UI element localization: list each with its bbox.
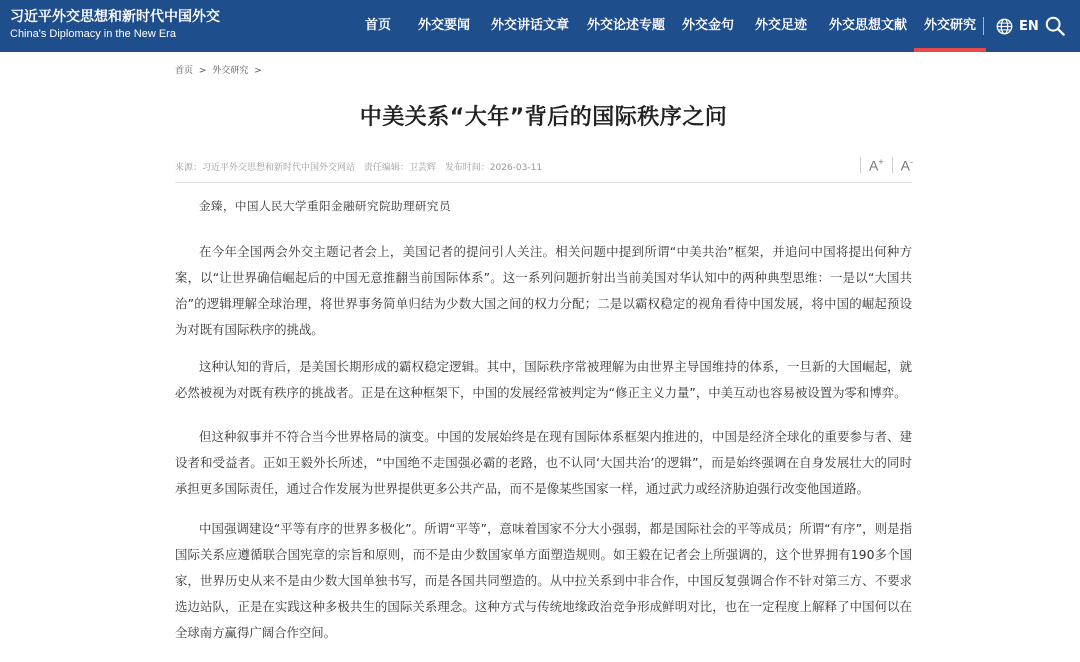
article-title: 中美关系“大年”背后的国际秩序之问	[359, 105, 728, 130]
search-icon[interactable]	[1044, 15, 1066, 37]
breadcrumb-separator: >	[254, 66, 262, 76]
site-logo[interactable]	[10, 9, 220, 41]
language-switch[interactable]	[996, 0, 1039, 52]
font-size-controls	[860, 155, 921, 175]
article-paragraph-3: 但这种叙事并不符合当今世界格局的演变。中国的发展始终是在现有国际体系框架内推进的，中国是经济全球化的重要参与者、建设者和受益者。正如王毅外长所述，“中国绝不走国强必霸的老路，也不认同‘大国共治’的逻辑”，而是始终强调在自身发展壮大的同时承担更多国际责任，通过合作发展为世界提供更多公共产品，而不是像某些国家一样，通过武力或经济胁迫强行改变他国道路。	[175, 429, 912, 496]
meta-divider	[175, 182, 912, 183]
article-paragraph-1: 在今年全国两会外交主题记者会上，美国记者的提问引人关注。相关问题中提到所谓“中美共治”框架，并追问中国将提出何种方案，以“让世界确信崛起后的中国无意推翻当前国际体系”。这一系列问题折射出当前美国对华认知中的两种典型思维：一是以“大国共治”的逻辑理解全球治理，将世界事务简单归结为少数大国之间的权力分配；二是以霸权稳定的视角看待中国发展，将中国的崛起预设为对既有国际秩序的挑战。	[175, 244, 912, 337]
language-label: EN	[1019, 18, 1039, 34]
globe-icon	[996, 18, 1013, 35]
nav-home[interactable]: 首页	[365, 18, 392, 33]
article-editor: 责任编辑：卫芸辉	[363, 163, 436, 173]
nav-speeches-articles[interactable]: 外交讲话文章	[491, 18, 570, 33]
logo-title-cn: 习近平外交思想和新时代中国外交	[10, 9, 220, 25]
nav-divider	[983, 17, 984, 35]
logo-title-en: China's Diplomacy in the New Era	[10, 28, 176, 40]
article-date: 发布时间：2026-03-11	[444, 163, 543, 173]
article-author: 金臻，中国人民大学重阳金融研究院助理研究员	[199, 199, 451, 213]
nav-footprints[interactable]: 外交足迹	[755, 18, 808, 33]
article-paragraph-2: 这种认知的背后，是美国长期形成的霸权稳定逻辑。其中，国际秩序常被理解为由世界主导国维持的体系，一旦新的大国崛起，就必然被视为对既有秩序的挑战者。正是在这种框架下，中国的发展经常被判定为“修正主义力量”，中美互动也容易被设置为零和博弈。	[175, 359, 912, 400]
article-meta	[175, 160, 548, 173]
breadcrumb-separator: >	[198, 66, 207, 76]
nav-quotes[interactable]: 外交金句	[682, 18, 735, 33]
nav-research[interactable]: 外交研究	[924, 0, 976, 52]
breadcrumb-research[interactable]: 外交研究	[212, 66, 249, 76]
article-source: 来源：习近平外交思想和新时代中国外交网站	[175, 163, 356, 173]
font-decrease-button[interactable]: A-	[900, 156, 913, 174]
nav-topics[interactable]: 外交论述专题	[587, 18, 666, 33]
site-header	[0, 0, 1080, 52]
breadcrumb	[175, 63, 265, 76]
article-paragraph-4: 中国强调建设“平等有序的世界多极化”。所谓“平等”，意味着国家不分大小强弱，都是国际社会的平等成员；所谓“有序”，则是指国际关系应遵循联合国宪章的宗旨和原则，而不是由少数国家单方面塑造规则。如王毅在记者会上所强调的，这个世界拥有190多个国家，世界历史从来不是由少数大国单独书写，而是各国共同塑造的。从中拉关系到中非合作，中国反复强调合作不针对第三方、不要求选边站队，正是在实践这种多极共生的国际关系理念。这种方式与传统地缘政治竞争形成鲜明对比，也在一定程度上解释了中国何以在全球南方赢得广阔合作空间。	[175, 521, 912, 640]
nav-diplomatic-news[interactable]: 外交要闻	[418, 18, 471, 33]
nav-documents[interactable]: 外交思想文献	[829, 18, 908, 33]
breadcrumb-home[interactable]: 首页	[175, 66, 194, 76]
font-increase-button[interactable]: A+	[869, 156, 884, 174]
